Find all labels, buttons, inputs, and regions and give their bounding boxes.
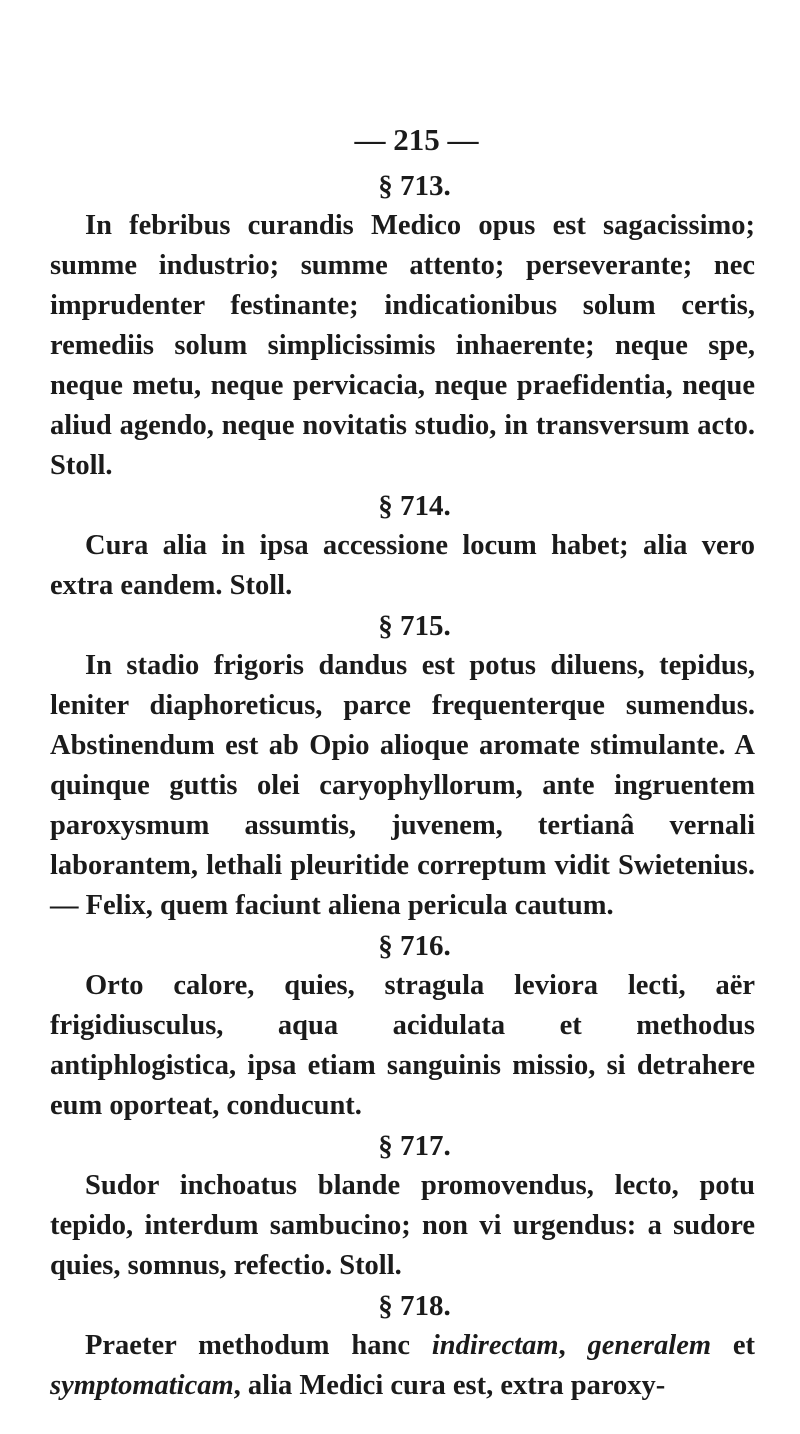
section-718-text-comma: , [558,1330,588,1361]
section-718-italic-indirectam: indirectam [431,1330,559,1361]
section-heading-716: § 716. [378,930,451,962]
section-heading-715: § 715. [378,610,451,642]
section-text-718 [50,1326,755,1406]
section-718-text-start: Praeter methodum hanc [85,1330,432,1361]
page-content [50,120,755,1406]
section-text-714: Cura alia in ipsa accessione locum habet; alia vero extra eandem. Stoll. [50,530,755,601]
section-text-715: In stadio frigoris dandus est potus diluens, tepidus, leniter diaphoreticus, parce frequenterque sumendus. Abstinendum est ab Opio alioque aromate stimulante. A quinque guttis olei caryophyllorum, ante ingruentem paroxysmum assumtis, juvenem, tertianâ vernali laborantem, lethali pleuritide correptum vidit Swietenius. — Felix, quem faciunt aliena pericula cautum. [50,650,755,921]
section-heading-718: § 718. [378,1290,451,1322]
section-718-italic-symptomaticam: symptomaticam [50,1370,234,1401]
section-718-text-end: , alia Medici cura est, extra paroxy- [233,1370,666,1401]
section-text-713: In febribus curandis Medico opus est sagacissimo; summe industrio; summe attento; perseverante; nec imprudenter festinante; indicationibus solum certis, remediis solum simplicissimis inhaerente; neque spe, neque metu, neque pervicacia, neque praefidentia, neque aliud agendo, neque novitatis studio, in transversum acto. Stoll. [50,210,755,481]
page-number: — 215 — [354,122,479,157]
section-text-716: Orto calore, quies, stragula leviora lecti, aër frigidiusculus, aqua acidulata et methodus antiphlogistica, ipsa etiam sanguinis missio, si detrahere eum oporteat, conducunt. [50,970,755,1121]
section-heading-717: § 717. [378,1130,451,1162]
section-heading-713: § 713. [378,170,451,202]
section-718-text-et: et [711,1330,756,1361]
section-text-717: Sudor inchoatus blande promovendus, lecto, potu tepido, interdum sambucino; non vi urgendus: a sudore quies, somnus, refectio. Stoll. [50,1170,755,1281]
section-718-italic-generalem: generalem [587,1330,712,1361]
section-heading-714: § 714. [378,490,451,522]
